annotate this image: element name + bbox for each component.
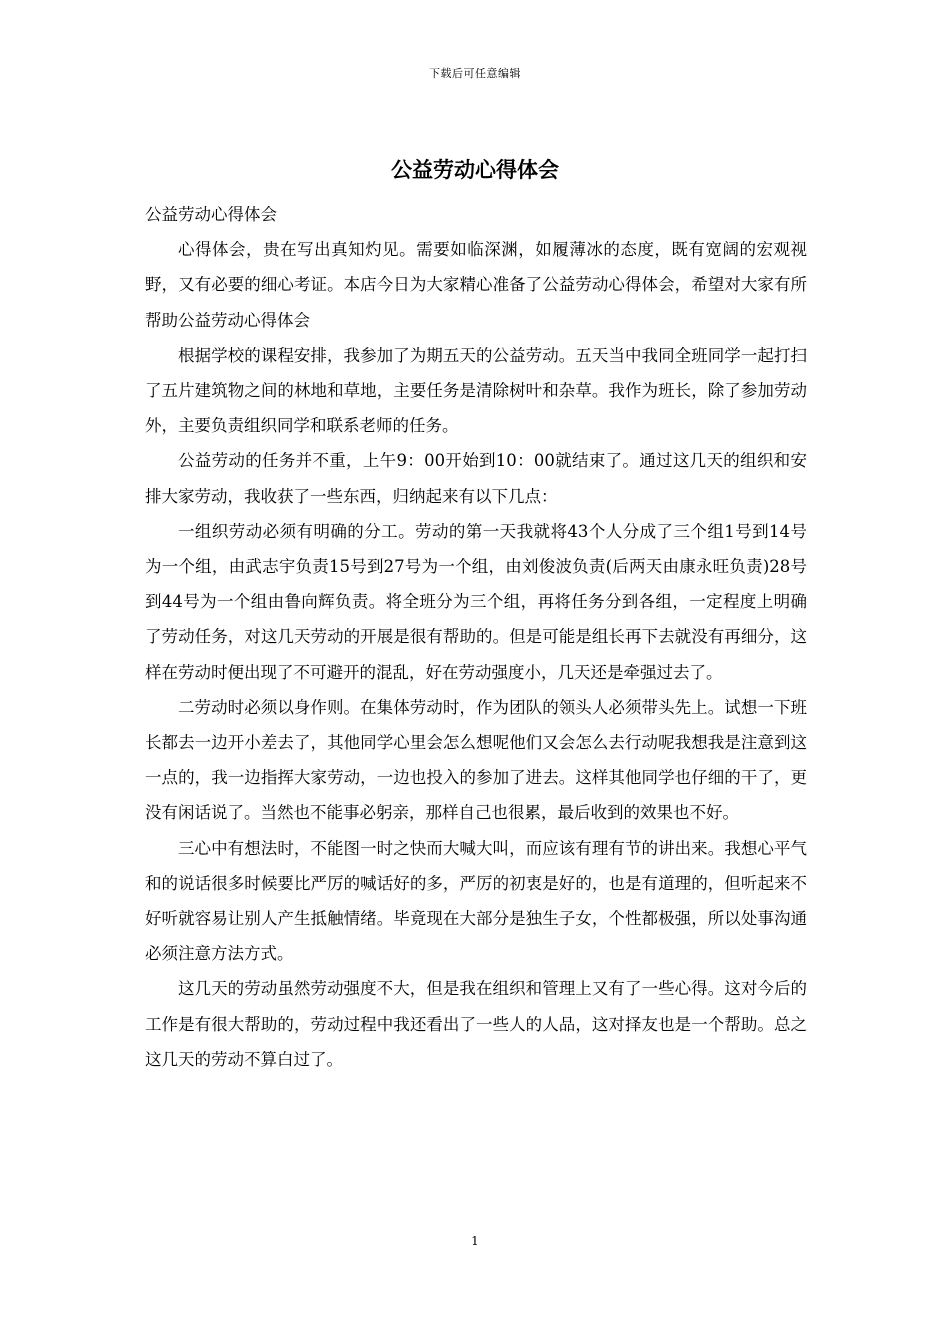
paragraph-point-three: 三心中有想法时，不能图一时之快而大喊大叫，而应该有理有节的讲出来。我想心平气和的说话很多时候要比严厉的喊话好的多，严厉的初衷是好的，也是有道理的，但听起来不好听就容易让别人产生抵触情绪。毕竟现在大部分是独生子女，个性都极强，所以处事沟通必须注意方法方式。: [145, 838, 807, 964]
paragraph-point-two: 二劳动时必须以身作则。在集体劳动时，作为团队的领头人必须带头先上。试想一下班长都去一边开小差去了，其他同学心里会怎么想呢他们又会怎么去行动呢我想我是注意到这一点的，我一边指挥大家劳动，一边也投入的参加了进去。这样其他同学也仔细的干了，更没有闲话说了。当然也不能事必躬亲，那样自己也很累，最后收到的效果也不好。: [145, 697, 807, 823]
paragraph-background: 根据学校的课程安排，我参加了为期五天的公益劳动。五天当中我同全班同学一起打扫了五片建筑物之间的林地和草地，主要任务是清除树叶和杂草。我作为班长，除了参加劳动外，主要负责组织同学和联系老师的任务。: [145, 345, 807, 436]
document-body: [145, 197, 807, 1077]
paragraph-summary: 公益劳动的任务并不重，上午9：00开始到10：00就结束了。通过这几天的组织和安排大家劳动，我收获了一些东西，归纳起来有以下几点：: [145, 451, 807, 506]
paragraph-point-one: 一组织劳动必须有明确的分工。劳动的第一天我就将43个人分成了三个组1号到14号为一个组，由武志宇负责15号到27号为一个组，由刘俊波负责(后两天由康永旺负责)28号到44号为一个组由鲁向辉负责。将全班分为三个组，再将任务分到各组，一定程度上明确了劳动任务，对这几天劳动的开展是很有帮助的。但是可能是组长再下去就没有再细分，这样在劳动时便出现了不可避开的混乱，好在劳动强度小，几天还是牵强过去了。: [145, 521, 807, 682]
document-subtitle: 公益劳动心得体会: [145, 205, 277, 224]
document-title: 公益劳动心得体会: [391, 157, 559, 182]
paragraph-conclusion: 这几天的劳动虽然劳动强度不大，但是我在组织和管理上又有了一些心得。这对今后的工作是有很大帮助的，劳动过程中我还看出了一些人的人品，这对择友也是一个帮助。总之这几天的劳动不算白过了。: [145, 979, 807, 1069]
header-note: 下载后可任意编辑: [429, 67, 521, 80]
page-number: 1: [471, 1234, 479, 1248]
paragraph-intro: 心得体会，贵在写出真知灼见。需要如临深渊，如履薄冰的态度，既有宽阔的宏观视野，又有必要的细心考证。本店今日为大家精心准备了公益劳动心得体会，希望对大家有所帮助公益劳动心得体会: [145, 240, 807, 330]
